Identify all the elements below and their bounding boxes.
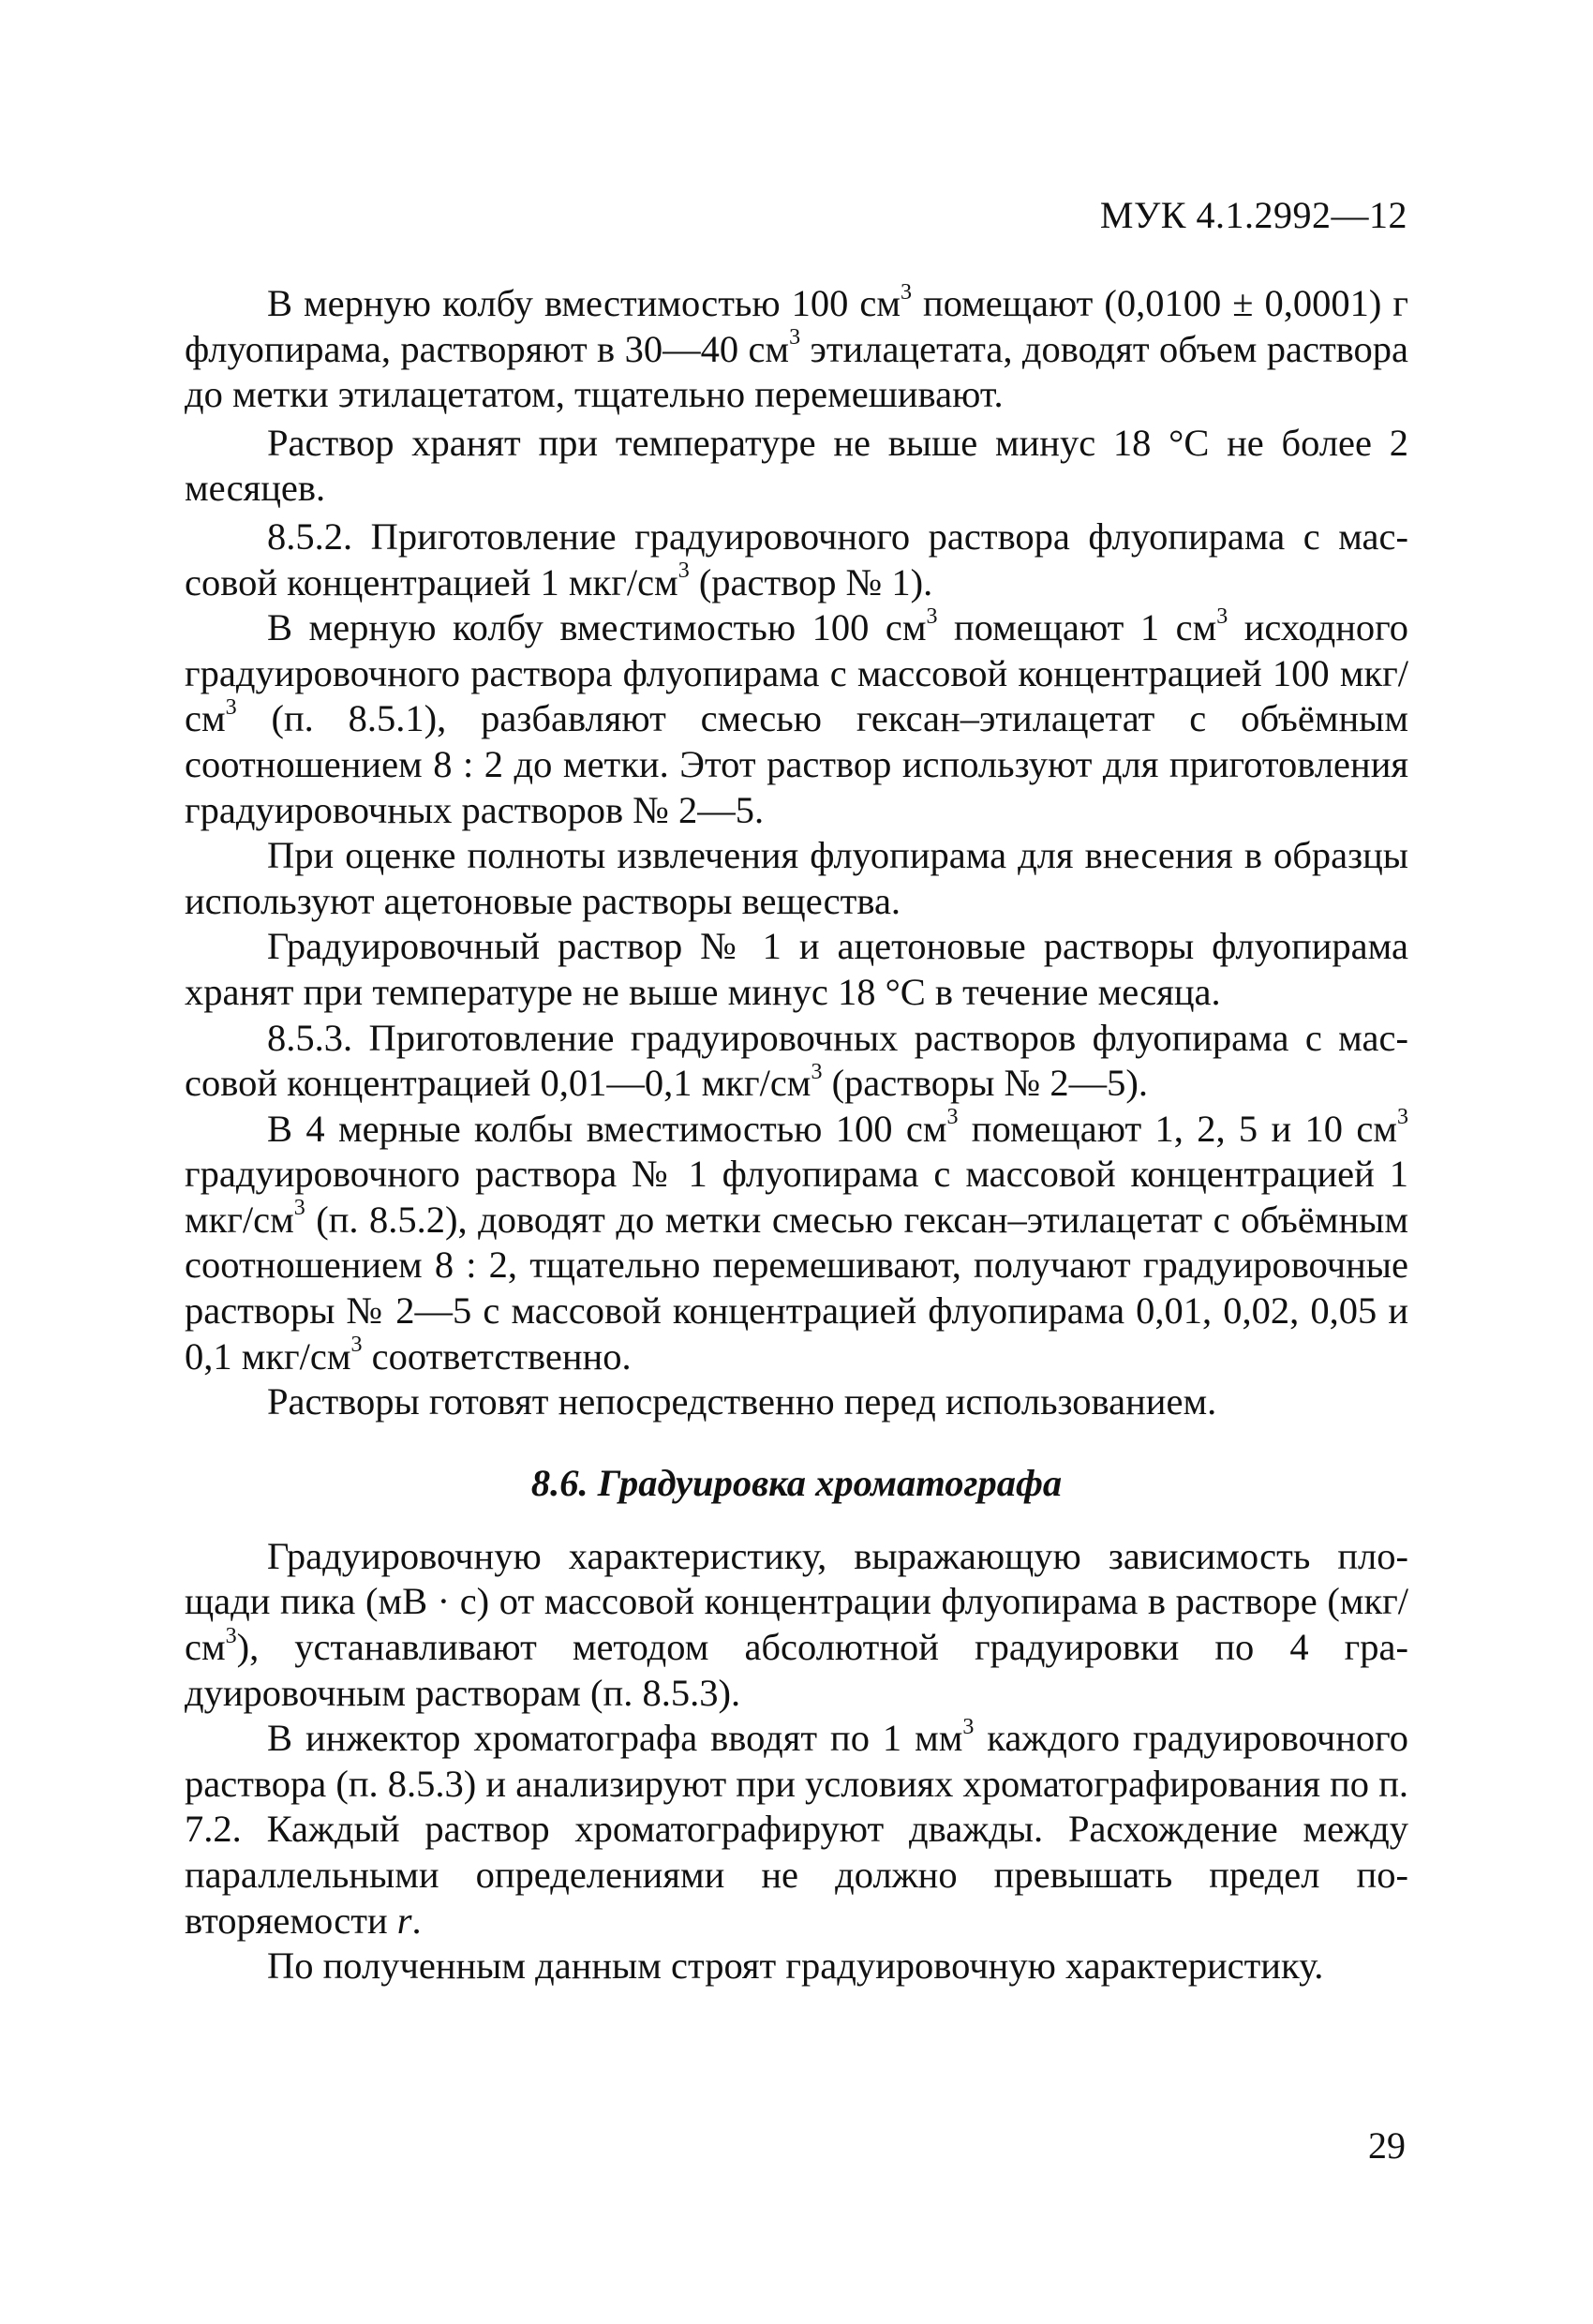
paragraph-build-characteristic: По полученным данным строят градуировочную характеристику. (267, 1944, 1324, 1988)
section-heading-8-6: 8.6. Градуировка хроматографа (530, 1461, 1063, 1504)
paragraph-calibration-characteristic: Градуировочную характеристику, выражающую зависимость площади пика (мВ · с) от массовой концентрации флуопирама в растворе $(мкг/см^3)$, устанавливают методом абсолютной градуировки по 4 градуировочным растворам (п. 8.5.3). (185, 1534, 1408, 1714)
page-number: 29 (1368, 2124, 1406, 2167)
paragraph-injection-procedure: В инжектор хроматографа вводят по 1 $мм^3$ каждого градуировочного раствора (п. 8.5.3) и анализируют при условиях хроматографирования по п. 7.2. Каждый раствор хроматографируют дважды. Расхождение между параллельными определениями не должно превышать предел повторяемости r. (185, 1714, 1408, 1942)
paragraph-flask-preparation: В мерную колбу вместимостью 100 $см^3$ помещают (0,0100 ± 0,0001) г флуопирама, растворяют в 30—40 $см^3$ этилацетата, доводят объем раствора до метки этилацетатом, тщательно перемешивают. (185, 279, 1408, 416)
paragraph-storage: Раствор хранят при температуре не выше минус 18 °С не более 2 месяцев. (185, 421, 1408, 510)
paragraph-solution-1-storage: Градуировочный раствор № 1 и ацетоновые растворы флуопирама хранят при температуре не выше минус 18 °С в течение месяца. (185, 925, 1408, 1013)
paragraph-solutions-2-5-preparation: В 4 мерные колбы вместимостью 100 $см^3$ помещают 1, 2, 5 и 10 $см^3$ градуировочного раствора № 1 флуопирама с массовой концентрацией 1 мкг/$см^3$ (п. 8.5.2), доводят до метки смесью гексан–этилацетат с объёмным соотношением 8 : 2, тщательно перемешивают, получают градуировочные растворы № 2—5 с массовой концентрацией флуопирама 0,01, 0,02, 0,05 и 0,1 мкг/$см^3$ соответственно. (185, 1105, 1408, 1378)
paragraph-acetone-solutions: При оценке полноты извлечения флуопирама для внесения в образцы используют ацетоновые растворы вещества. (185, 834, 1408, 922)
paragraph-prepare-before-use: Растворы готовят непосредственно перед использованием. (267, 1380, 1217, 1423)
document-body (185, 281, 1408, 1989)
paragraph-8-5-2-title: 8.5.2. Приготовление градуировочного раствора флуопирама с массовой концентрацией 1 мкг/$см^3$ (раствор № 1). (185, 514, 1408, 603)
document-code-header: МУК 4.1.2992—12 (1099, 194, 1407, 236)
paragraph-solution-1-preparation: В мерную колбу вместимостью 100 $см^3$ помещают 1 $см^3$ исходного градуировочного раствора флуопирама с массовой концентрацией 100 мкг/$см^3$ (п. 8.5.1), разбавляют смесью гексан–этилацетат с объёмным соотношением 8 : 2 до метки. Этот раствор используют для приготовления градуировочных растворов № 2—5. (185, 603, 1408, 831)
paragraph-8-5-3-title: 8.5.3. Приготовление градуировочных растворов флуопирама с массовой концентрацией 0,01—0,1 мкг/$см^3$ (растворы № 2—5). (185, 1016, 1408, 1105)
